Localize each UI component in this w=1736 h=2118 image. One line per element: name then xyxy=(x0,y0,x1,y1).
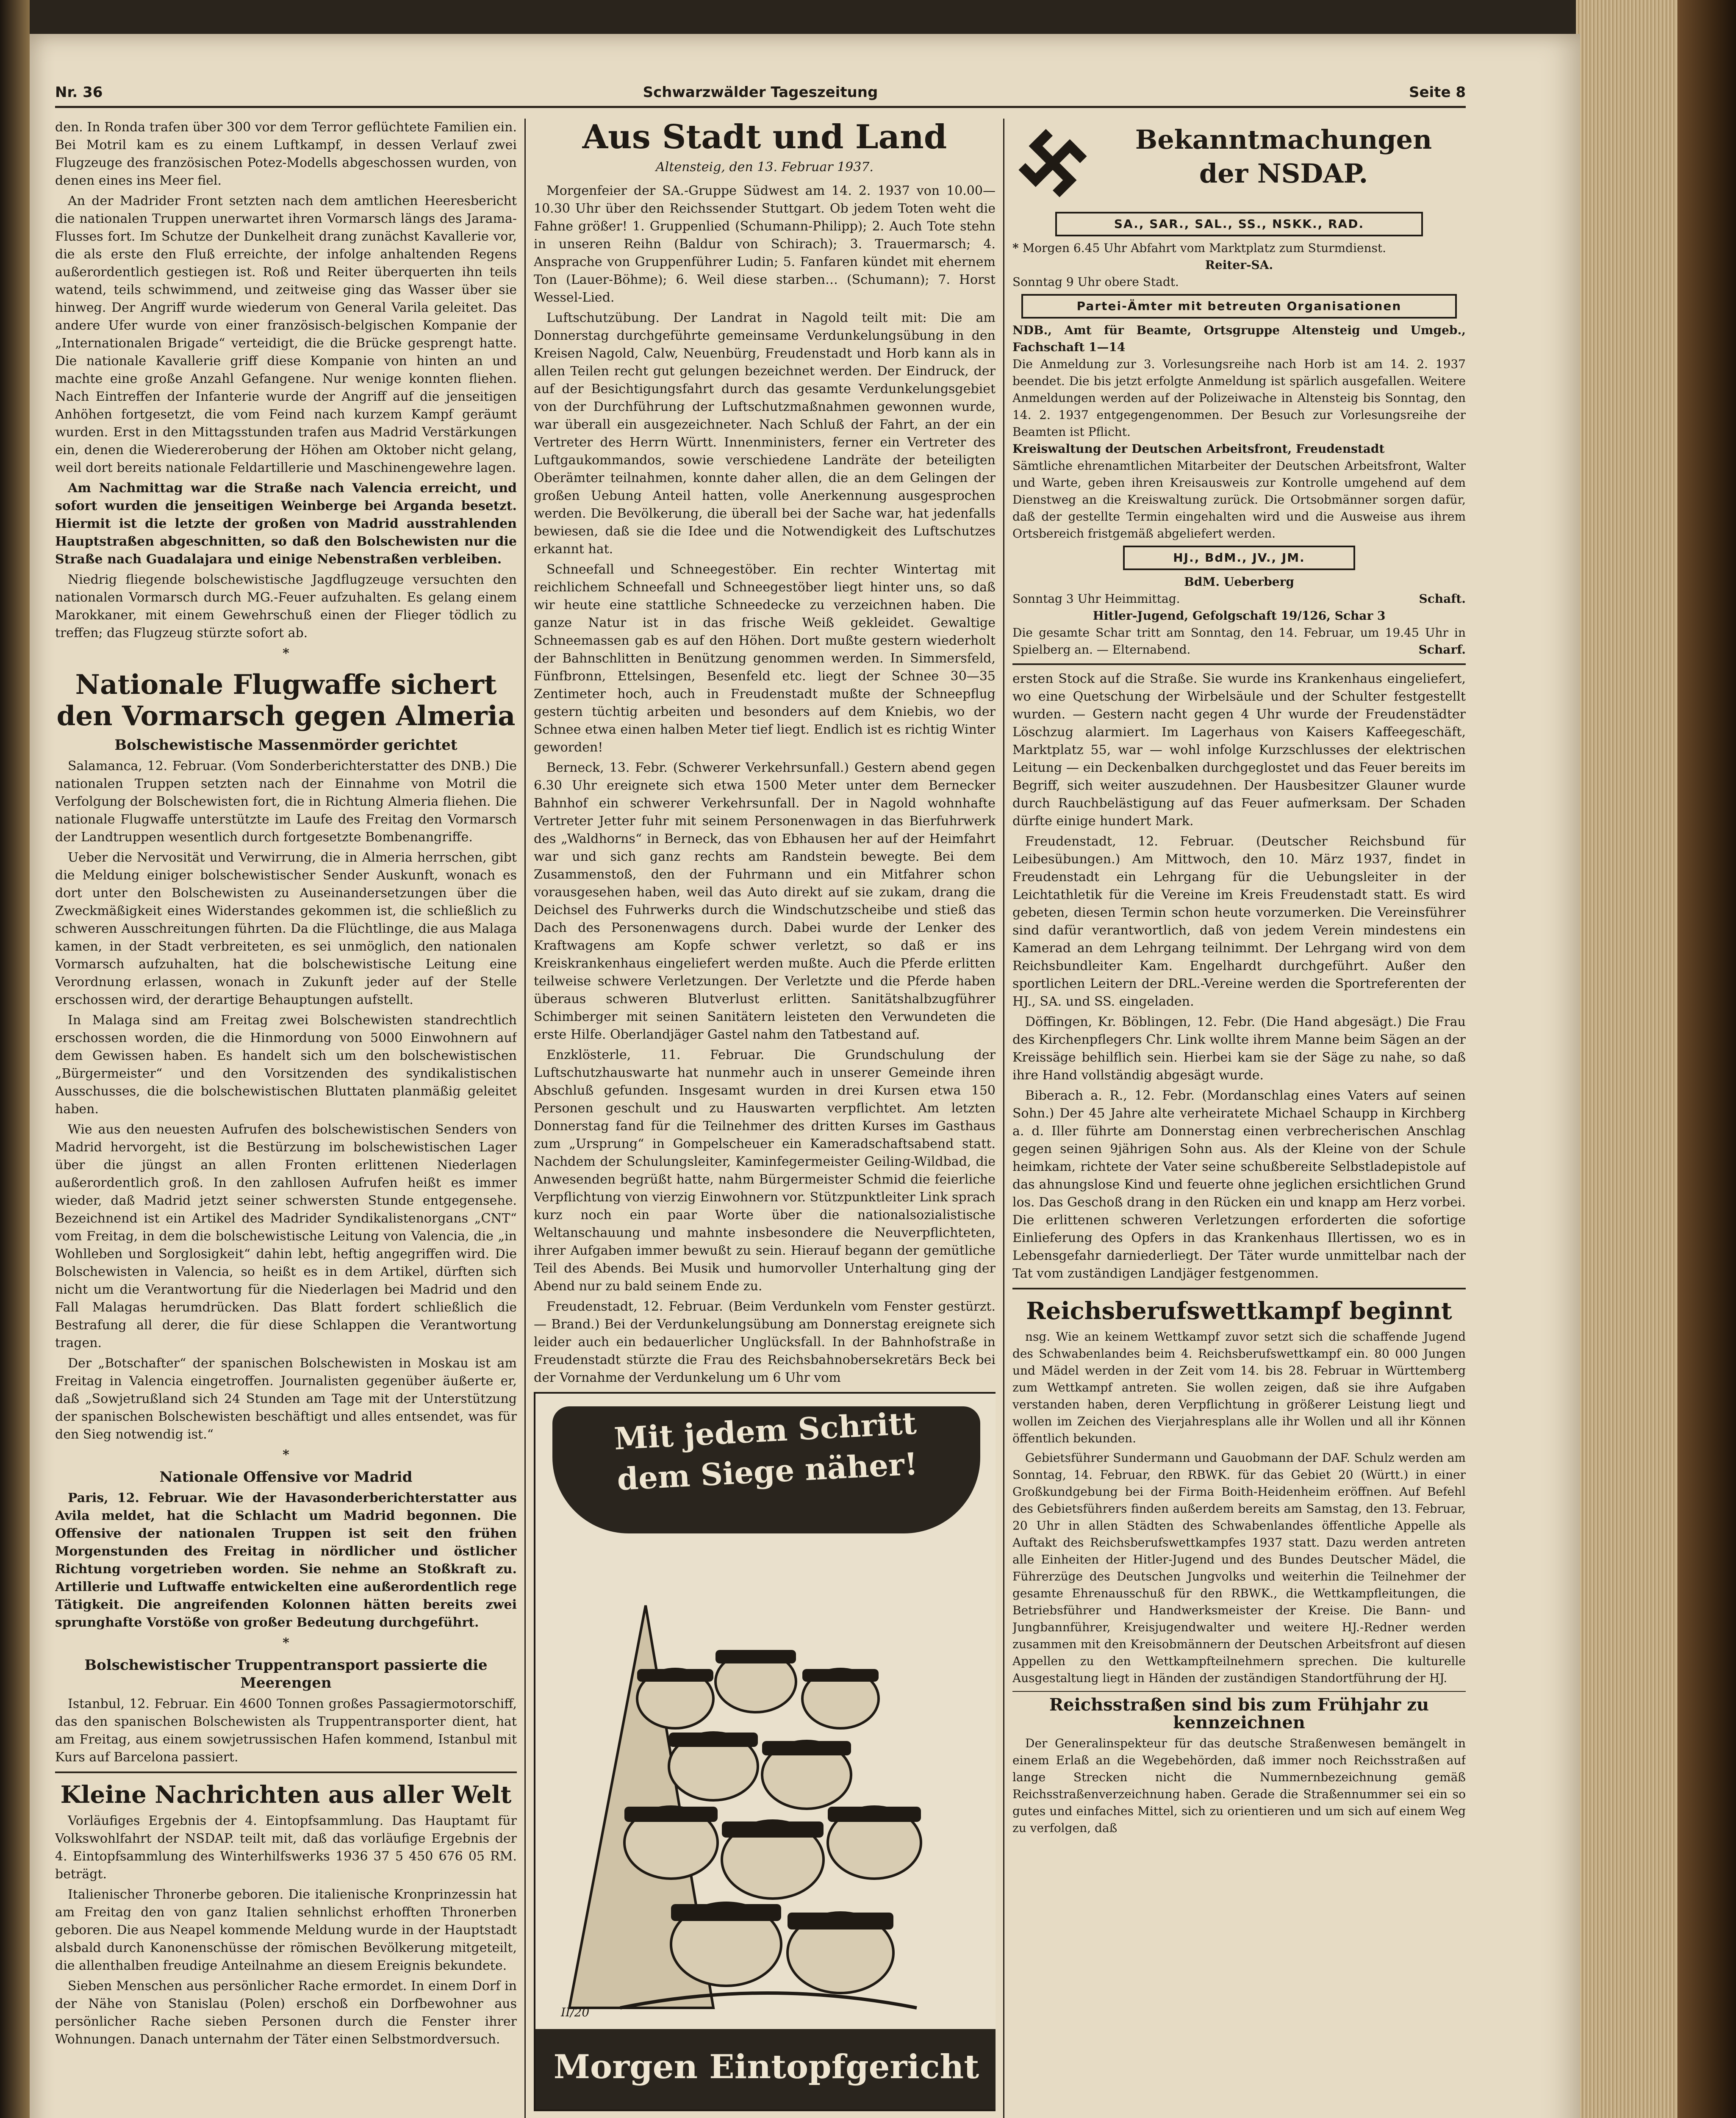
section-divider-star: * xyxy=(283,1447,289,1462)
article-paragraph: den. In Ronda trafen über 300 vor dem Terror geflüchtete Familien ein. Bei Motril kam es zu einem Luftkampf, in dessen Verlauf zwei Flugzeuge des französischen Potez-Modells abgeschossen wurden, von denen eines ins Meer fiel. xyxy=(55,120,517,188)
local-news-item: Berneck, 13. Febr. (Schwerer Verkehrsunfall.) Gestern abend gegen 6.30 Uhr ereignete sich etwa 1500 Meter unter dem Bernecker Bahnhof ein schwerer Verkehrsunfall. Der in Nagold wohnhafte Vertreter Jetter fuhr mit seinem Personenwagen in das Bierfuhrwerk des „Waldhorns“ in Berneck, das von Ebhausen her auf der Heimfahrt war und sich ganz rechts am Randstein bewegte. Bei dem Zusammenstoß, den der Fuhrmann und ein Mitfahrer schon vorausgesehen haben, weil das Auto direkt auf sie zukam, drang die Deichsel des Fuhrwerks durch die Windschutzscheibe und stieß das Dach des Personenwagens durch. Dabei wurde der Lenker des Kraftwagens am Kopfe schwer verletzt, so daß er ins Kreiskrankenhaus eingeliefert werden mußte. Auch die Pferde erlitten teilweise schwere Verletzungen. Der Verletzte und die Pferde haben überaus schweren Blutverlust erlitten. Sanitätshalbzugführer Schimberger mit seinen Sanitätern leisteten den Verwundeten die erste Hilfe. Oberlandjäger Gastel nahm den Tatbestand auf. xyxy=(534,760,996,1042)
section-headline: Aus Stadt und Land xyxy=(582,119,947,156)
article-paragraph: nsg. Wie an keinem Wettkampf zuvor setzt sich die schaffende Jugend des Schwabenlandes beim 4. Reichsberufswettkampf ein. 80 000 Jungen und Mädel werden in der Zeit vom 14. bis 28. Februar in Württemberg zum Wettkampf antreten. Sie wollen zeigen, daß sie ihre Aufgaben verstanden haben, deren Verpflichtung in größerer Leistung liegt und wollen im Zeichen des Vierjahresplans alle ihr Wollen und all ihr Können öffentlich bekunden. xyxy=(1012,1330,1466,1445)
eintopf-poster-ad xyxy=(534,1392,996,2111)
news-brief: Vorläufiges Ergebnis der 4. Eintopfsammlung. Das Hauptamt für Volkswohlfahrt der NSDAP. teilt mit, daß das vorläufige Ergebnis der 4. Eintopfsammlung des Winterhilfswerks 1936 37 5 450 676 05 RM. beträgt. xyxy=(55,1813,517,1882)
star-marker: * xyxy=(1012,241,1019,255)
section-rule xyxy=(1012,1288,1466,1289)
artist-signature: II/20 xyxy=(561,2005,590,2019)
section-rule xyxy=(55,1771,517,1773)
section-divider-star: * xyxy=(283,1636,289,1650)
column-middle xyxy=(534,119,996,2118)
local-news-item: Schneefall und Schneegestöber. Ein rechter Wintertag mit reichlichem Schneefall und Schneegestöber liegt hinter uns, so daß wir heute eine stattliche Schneedecke zu verzeichnen haben. Die ganze Natur ist in das frische Weiß gekleidet. Gewaltige Schneemassen gab es auf den Höhen. Dort mußte gestern wiederholt der Bahnschlitten in Benützung genommen werden. In Simmersfeld, Fünfbronn, Ettelsingen, Besenfeld etc. liegt der Schnee 30—35 Zentimeter hoch, auch in Freudenstadt mußte der Schneepflug gestern tüchtig arbeiten und besonders auf dem Kniebis, wo der Schnee etwa einen halben Meter tief liegt. Endlich ist es richtig Winter geworden! xyxy=(534,562,996,755)
signature: Schaft. xyxy=(1419,592,1466,606)
swastika-emblem-icon xyxy=(1012,123,1093,203)
unit-name: BdM. Ueberberg xyxy=(1184,575,1294,589)
headline: Nationale Flugwaffe sichert den Vormarsch gegen Almeria xyxy=(56,669,516,732)
article-paragraph: Niedrig fliegende bolschewistische Jagdflugzeuge versuchten den nationalen Vormarsch durch MG.-Feuer aufzuhalten. Es gelang einem Marokkaner, mit einem Gewehrschuß einen der Flieger tödlich zu treffen; das Flugzeug stürzte sofort ab. xyxy=(55,572,517,640)
column-rule xyxy=(524,119,526,2118)
title-line: der NSDAP. xyxy=(1199,158,1368,189)
headline: Reichsberufswettkampf beginnt xyxy=(1026,1297,1452,1325)
local-news-item: Freudenstadt, 12. Februar. (Deutscher Reichsbund für Leibesübungen.) Am Mittwoch, den 10. März 1937, findet in Freudenstadt ein Lehrgang für die Uebungsleiter in der Leichtathletik für die Vereine im Kreis Freudenstadt statt. Es wird gebeten, diesen Termin schon heute vorzumerken. Die Vereinsführer sind dafür verantwortlich, daß von jedem Verein mindestens ein Kamerad an dem Lehrgang teilnimmt. Der Lehrgang wird von dem Reichsbundleiter Kam. Engelhardt durchgeführt. Außer den sportlichen Leitern der DRL.-Vereine werden die Sportreferenten der HJ., SA. und SS. eingeladen. xyxy=(1012,834,1466,1009)
issue-number: Nr. 36 xyxy=(55,84,103,101)
announcement-text: Die gesamte Schar tritt am Sonntag, den 14. Februar, um 19.45 Uhr in Spielberg an. — Elternabend. xyxy=(1012,626,1466,657)
subheadline: Bolschewistischer Truppentransport passierte die Meerengen xyxy=(84,1657,488,1691)
announcement-text: Morgen 6.45 Uhr Abfahrt vom Marktplatz zum Sturmdienst. xyxy=(1022,241,1387,255)
local-news-item: Freudenstadt, 12. Februar. (Beim Verdunkeln vom Fenster gestürzt. — Brand.) Bei der Verdunkelungsübung am Donnerstag ereignete sich leider auch ein bedauerlicher Unglücksfall. In der Bahnhofstraße in Freudenstadt stürzte die Frau des Reichsbahnobersekretärs Beck bei der Vornahme der Verdunkelung um 6 Uhr vom xyxy=(534,1299,996,1385)
announcement xyxy=(1012,240,1466,257)
headline: Kleine Nachrichten aus aller Welt xyxy=(60,1781,512,1809)
page-number: Seite 8 xyxy=(1409,84,1466,101)
marching-crowd-illustration xyxy=(535,1521,996,2029)
announcement-heading: NDB., Amt für Beamte, Ortsgruppe Altensteig und Umgeb., Fachschaft 1—14 xyxy=(1012,323,1466,354)
newspaper-title: Schwarzwälder Tageszeitung xyxy=(643,84,878,101)
announcement-heading: Kreiswaltung der Deutschen Arbeitsfront, Freudenstadt xyxy=(1012,442,1385,456)
article-paragraph: ersten Stock auf die Straße. Sie wurde ins Krankenhaus eingeliefert, wo eine Quetschung der Wirbelsäule und der Schulter festgestellt wurden. — Gestern nacht gegen 4 Uhr wurde der Freudenstädter Löschzug alarmiert. Im Lagerhaus von Kaisers Kaffeegeschäft, Marktplatz 55, war — wohl infolge Kurzschlusses der elektrischen Leitung — ein Deckenbalken durchgeglostet und das Feuer bereits im Begriff, sich weiter auszudehnen. Der Hausbesitzer Glauner wurde durch Rauchbelästigung auf das Feuer aufmerksam. Der Schaden dürfte einige hundert Mark. xyxy=(1012,671,1466,829)
party-announcements-header xyxy=(1012,119,1466,208)
column-left xyxy=(55,119,517,2118)
subheadline: Nationale Offensive vor Madrid xyxy=(159,1469,413,1486)
party-offices-box: Partei-Ämter mit betreuten Organisationen xyxy=(1021,294,1457,319)
binding-spine xyxy=(0,0,30,2118)
article-paragraph: Ueber die Nervosität und Verwirrung, die in Almeria herrschen, gibt die Meldung einiger bolschewistischer Sender Auskunft, wonach es dort unter den Bolschewisten zu Auseinandersetzungen über die Zweckmäßigkeit eines Widerstandes gekommen ist, die schließlich zu schweren Ausschreitungen führten. Da die Flüchtlinge, die aus Malaga kamen, in der Stadt verbreiteten, es sei unmöglich, den nationalen Vormarsch aufzuhalten, hat die bolschewistische Leitung eine Verordnung erlassen, wonach in Zukunft jeder auf der Stelle erschossen wird, der derartige Behauptungen aufstellt. xyxy=(55,850,517,1007)
party-announcements-title xyxy=(1101,123,1466,191)
announcement-line xyxy=(1012,624,1466,658)
news-brief: Sieben Menschen aus persönlicher Rache ermordet. In einem Dorf in der Nähe von Stanislau (Polen) erschoß ein Dorfbewohner aus persönlicher Rache sieben Personen durch die Fenster ihrer Wohnungen. Danach unternahm der Täter einen Selbstmordversuch. xyxy=(55,1979,517,2047)
column-rule xyxy=(1003,119,1004,2118)
subheadline: Bolschewistische Massenmörder gerichtet xyxy=(114,737,458,754)
news-brief: Italienischer Thronerbe geboren. Die italienische Kronprinzessin hat am Freitag den von ganz Italien sehnlichst erhofften Thronerben geboren. Die aus Neapel kommende Meldung wurde in der Hauptstadt alsbald durch Kanonenschüsse der römischen Bevölkerung mitgeteilt, die allenthalben freudige Anteilnahme an diesem Ereignis bekundete. xyxy=(55,1887,517,1973)
youth-units-box: HJ., BdM., JV., JM. xyxy=(1123,546,1355,570)
local-news-item: Döffingen, Kr. Böblingen, 12. Febr. (Die Hand abgesägt.) Die Frau des Kirchenpflegers Chr. Link wollte ihrem Manne beim Sägen an der Kreissäge behilflich sein. Hierbei kam sie der Säge zu nahe, so daß ihre Hand vollständig abgesägt wurde. xyxy=(1012,1015,1466,1083)
dateline: Altensteig, den 13. Februar 1937. xyxy=(656,160,874,175)
local-news-item: Morgenfeier der SA.-Gruppe Südwest am 14. 2. 1937 von 10.00—10.30 Uhr über den Reichssender Stuttgart. Ob jedem Toten weht die Fahne größer! 1. Gruppenlied (Schumann-Philipp); 2. Auch Tote stehn in unseren Reihn (Baldur von Schirach); 3. Trauermarsch; 4. Ansprache von Gruppenführer Ludin; 5. Fanfaren kündet mit ehernem Ton (Lauer-Böhme); 6. Weil diese starben… (Schumann); 7. Horst Wessel-Lied. xyxy=(534,183,996,305)
newspaper-page xyxy=(30,34,1580,2118)
article-paragraph: Wie aus den neuesten Aufrufen des bolschewistischen Senders von Madrid hervorgeht, ist die Bestürzung im bolschewistischen Lager über die jüngst an allen Fronten erlittenen Niederlagen außerordentlich groß. In den zahllosen Aufrufen heißt es immer wieder, daß Madrid jetzt seiner schwersten Stunde entgegensehe. Bezeichnend ist ein Artikel des Madrider Syndikalistenorgans „CNT“ vom Freitag, in dem die bolschewistische Leitung von Valencia, die „in Wohlleben und Sorglosigkeit“ dahin lebt, heftig angegriffen wird. Die Bolschewisten in Valencia, so heißt es in dem Artikel, dürften sich nicht um die Verantwortung für die Niederlagen bei Madrid und den Fall Malagas herumdrücken. Das Blatt fordert schließlich die Bestrafung all derer, die für diese Schlappen die Verantwortung tragen. xyxy=(55,1122,517,1350)
local-news-item: Enzklösterle, 11. Februar. Die Grundschulung der Luftschutzhauswarte hat nunmehr auch in unserer Gemeinde ihren Abschluß gefunden. Insgesamt wurden in drei Kursen etwa 150 Personen geschult und zu Hauswarten verpflichtet. Am letzten Donnerstag fand für die Teilnehmer des dritten Kurses im Gasthaus zum „Ursprung“ in Gompelscheuer ein Kameradschaftsabend statt. Nachdem der Schulungsleiter, Kaminfegermeister Geiling-Wildbad, die Anwesenden begrüßt hatte, nahm Bürgermeister Schmid die feierliche Verpflichtung von vierzig Einwohnern vor. Stützpunktleiter Link sprach kurz noch ein paar Worte über die nationalsozialistische Weltanschauung und mahnte insbesondere die Neuverpflichteten, ihrer Aufgaben immer bewußt zu sein. Hierauf begann der gemütliche Teil des Abends. Bei Musik und humorvoller Unterhaltung ging der Abend nur zu bald seinem Ende zu. xyxy=(534,1048,996,1294)
column-right xyxy=(1012,119,1466,2118)
article-paragraph: Der Generalinspekteur für das deutsche Straßenwesen bemängelt in einem Erlaß an die Wegebehörden, daß immer noch Reichsstraßen auf lange Strecken nicht die Nummernbezeichnung gemäß Reichsstraßenverzeichnung haben. Gerade die Straßennummer sei ein so gutes und einfaches Mittel, sich zu orientieren und um sich auf einem Weg zu verfolgen, daß xyxy=(1012,1736,1466,1835)
poster-slogan-line: Mit jedem Schritt xyxy=(613,1405,918,1457)
article-paragraph: Salamanca, 12. Februar. (Vom Sonderberichterstatter des DNB.) Die nationalen Truppen setzten nach der Einnahme von Motril die Verfolgung der Bolschewisten fort, die in Richtung Almeria fliehen. Die nationale Flugwaffe unterstützte im Laufe des Freitag den Vormarsch der Landtruppen wesentlich durch fortgesetzte Bombenangriffe. xyxy=(55,759,517,845)
local-news-item: Luftschutzübung. Der Landrat in Nagold teilt mit: Die am Donnerstag durchgeführte gemeinsame Verdunkelungsübung in den Kreisen Nagold, Calw, Neuenbürg, Freudenstadt und Horb kann als in allen Teilen recht gut gelungen bezeichnet werden. Der Eindruck, der auf der Besichtigungsfahrt durch das gesamte Verdunkelungsgebiet von der Durchführung der Luftschutzmaßnahmen gewonnen wurde, war überall ein ausgezeichneter. Nach Schluß der Fahrt, an der ein Vertreter des Herrn Württ. Innenministers, ferner ein Vertreter des Luftgaukommandos, sowie verschiedene Landräte der beteiligten Oberämter teilnahmen, konnte daher allen, die an dem Gelingen der großen Uebung Anteil hatten, volle Anerkennung ausgesprochen werden. Die Bevölkerung, die überall bei der Sache war, hat jedenfalls bewiesen, daß sie die Idee und die Notwendigkeit des Luftschutzes erkannt hat. xyxy=(534,310,996,557)
units-box: SA., SAR., SAL., SS., NSKK., RAD. xyxy=(1055,212,1423,236)
title-line: Bekanntmachungen xyxy=(1135,124,1432,155)
book-cover-edge xyxy=(1678,0,1736,2118)
article-paragraph: Paris, 12. Februar. Wie der Havasonderberichterstatter aus Avila meldet, hat die Schlacht um Madrid begonnen. Die Offensive der nationalen Truppen ist seit den frühen Morgenstunden des Freitag in nördlicher und östlicher Richtung vorgetrieben worden. Sie nehme an Stoßkraft zu. Artillerie und Luftwaffe entwickelten eine außerordentlich rege Tätigkeit. Die angreifenden Kolonnen hätten bereits zwei sprunghafte Vorstöße von großer Bedeutung durchgeführt. xyxy=(55,1491,517,1630)
announcement-text: Die Anmeldung zur 3. Vorlesungsreihe nach Horb ist am 14. 2. 1937 beendet. Die bis jetzt erfolgte Anmeldung ist spärlich ausgefallen. Weitere Anmeldungen werden auf der Polizeiwache in Altensteig bis Sonntag, den 14. 2. 1937 entgegengenommen. Der Besuch zur Vorlesungsreihe der Beamten ist Pflicht. xyxy=(1012,357,1466,439)
announcement-text: Sonntag 9 Uhr obere Stadt. xyxy=(1012,275,1179,289)
article-paragraph: Gebietsführer Sundermann und Gauobmann der DAF. Schulz werden am Sonntag, 14. Februar, den RBWK. für das Gebiet 20 (Württ.) in einer Großkundgebung bei der Firma Boith-Heidenheim eröffnen. Auf Befehl des Gebietsführers finden außerdem bereits am Samstag, den 13. Februar, 20 Uhr in allen Städten des Schwabenlandes öffentliche Appelle als Auftakt des Reichsberufswettkampfes 1937 statt. Dazu werden antreten alle Einheiten der Hitler-Jugend und des Bundes Deutscher Mädel, die Führerzüge des Deutschen Jungvolks und weiterhin die Teilnehmer der gesamte Ehrenausschuß für den RBWK., die Wettkampfleitungen, die Betriebsführer und Handwerksmeister der Kreise. Die Bann- und Jungbannführer, Kreisjugendwalter und weitere HJ.-Redner werden zusammen mit den Kreisobmännern der Deutschen Arbeitsfront auf diesen Appellen zu den Wettkampfteilnehmern sprechen. Die kulturelle Ausgestaltung liegt in Händen der zuständigen Standortführung der HJ. xyxy=(1012,1451,1466,1685)
poster-slogan-line: dem Siege näher! xyxy=(616,1445,919,1497)
article-paragraph: In Malaga sind am Freitag zwei Bolschewisten standrechtlich erschossen worden, die die Hinmordung von 5000 Einwohnern auf dem Gewissen haben. Es handelt sich um den bolschewistischen „Bürgermeister“ und den Vorsitzenden des syndikalistischen Ausschusses, die die bolschewistischen Bluttaten planmäßig geleitet haben. xyxy=(55,1013,517,1117)
announcement-text: Sonntag 3 Uhr Heimmittag. xyxy=(1012,592,1180,606)
announcement-line xyxy=(1012,590,1466,607)
section-divider-star: * xyxy=(283,646,289,661)
headline: Reichsstraßen sind bis zum Frühjahr zu kennzeichnen xyxy=(1049,1695,1429,1733)
section-rule xyxy=(1012,663,1466,665)
article-paragraph: Istanbul, 12. Februar. Ein 4600 Tonnen großes Passagiermotorschiff, das den spanischen Bolschewisten als Truppentransporter dient, hat am Freitag, aus einem sowjetrussischen Hafen kommend, Istanbul mit Kurs auf Barcelona passiert. xyxy=(55,1697,517,1765)
unit-name: Reiter-SA. xyxy=(1205,258,1273,272)
unit-name: Hitler-Jugend, Gefolgschaft 19/126, Schar 3 xyxy=(1093,609,1386,623)
signature: Scharf. xyxy=(1418,643,1466,657)
section-rule xyxy=(1012,1691,1466,1692)
running-header xyxy=(55,80,1466,108)
announcement-text: Sämtliche ehrenamtlichen Mitarbeiter der Deutschen Arbeitsfront, Walter und Warte, geben ihren Kreisausweis zur Kontrolle umgehend auf dem Dienstweg an die Kreiswaltung zurück. Die Ortsobmänner sorgen dafür, daß der gestellte Termin eingehalten wird und die Ausweise aus ihrem Ortsbereich fristgemäß abgeliefert werden. xyxy=(1012,459,1466,541)
article-paragraph: Am Nachmittag war die Straße nach Valencia erreicht, und sofort wurden die jenseitigen Weinberge bei Arganda besetzt. Hiermit ist die letzte der großen von Madrid ausstrahlenden Hauptstraßen abgeschnitten, so daß den Bolschewisten nur die Straße nach Guadalajara und einige Nebenstraßen verbleiben. xyxy=(55,481,517,567)
poster-footer-text: Morgen Eintopfgericht xyxy=(553,2048,979,2086)
local-news-item: Biberach a. R., 12. Febr. (Mordanschlag eines Vaters auf seinen Sohn.) Der 45 Jahre alte verheiratete Michael Schaupp in Kirchberg a. d. Iller führte am Donnerstag einen verbrecherischen Anschlag gegen seinen 9jährigen Sohn aus. Als der Kleine von der Schule heimkam, richtete der Vater seine schußbereite Selbstladepistole auf das ahnungslose Kind und feuerte ohne jeglichen ersichtlichen Grund los. Das Geschoß drang in den Rücken ein und knapp am Herz vorbei. Die erlittenen schweren Verletzungen erforderten die sofortige Einlieferung des Opfers in das Krankenhaus Illertissen, wo es in Lebensgefahr darniederliegt. Der Täter wurde unmittelbar nach der Tat vom zuständigen Landjäger festgenommen. xyxy=(1012,1088,1466,1281)
article-paragraph: Der „Botschafter“ der spanischen Bolschewisten in Moskau ist am Freitag in Valencia eingetroffen. Journalisten gegenüber äußerte er, daß „Sowjetrußland sich 24 Stunden am Tage mit der Unterstützung der spanischen Bolschewisten beschäftigt und alles entsendet, was für den Sieg notwendig ist.“ xyxy=(55,1356,517,1442)
article-paragraph: An der Madrider Front setzten nach dem amtlichen Heeresbericht die nationalen Truppen unerwartet ihren Vormarsch längs des Jarama-Flusses fort. Im Schutze der Dunkelheit drang zunächst Kavallerie vor, die als erste den Fluß erreichte, der infolge anhaltenden Regens außerordentlich gestiegen ist. Roß und Reiter überquerten ihn teils watend, teils schwimmend, und zeitweise ging das Wasser über sie hinweg. Der Angriff wurde wiederum von General Varila geleitet. Das andere Ufer wurde von einer französisch-belgischen Kompanie der „Internationalen Brigade“ verteidigt, die die Brücke gesprengt hatte. Die nationale Kavallerie griff diese Kompanie von hinten an und machte eine große Anzahl Gefangene. Nur wenige konnten fliehen. Nach Eintreffen der Infanterie wurde der Angriff auf die jenseitigen Anhöhen fortgesetzt, die vom Feind nach kurzem Kampf geräumt wurden. Erst in den Mittagsstunden trafen aus Madrid Verstärkungen ein, denen die Wiedereroberung der Höhen am Oktober nicht gelang, weil dort bereits nationale Feldartillerie und Maschinengewehre lagen. xyxy=(55,194,517,475)
